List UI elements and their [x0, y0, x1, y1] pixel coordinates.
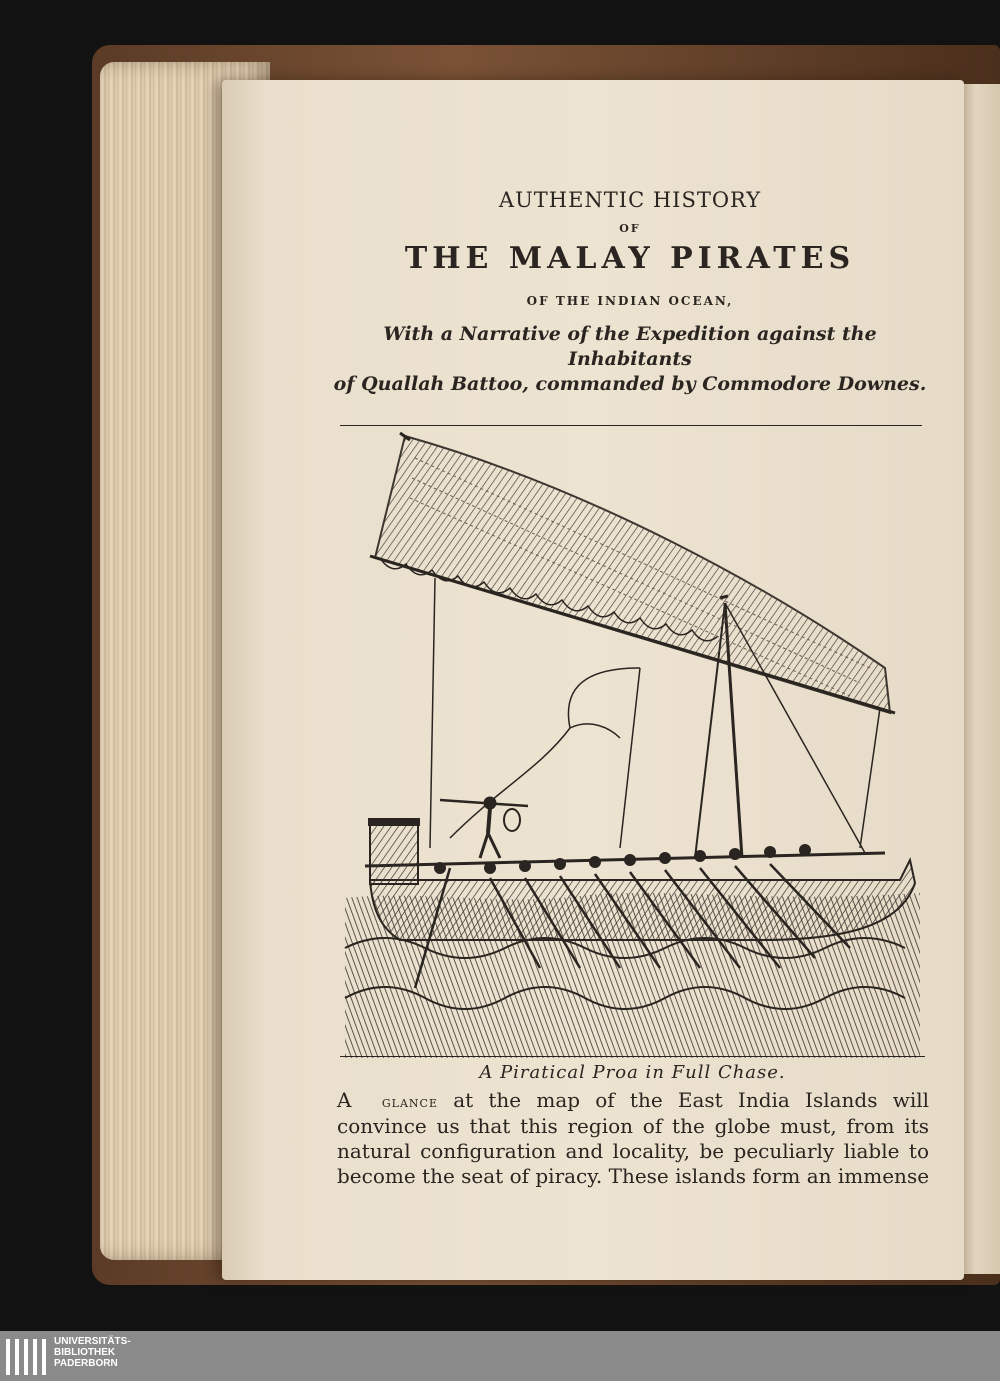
illustration-caption: A Piratical Proa in Full Chase. — [479, 1062, 786, 1083]
narrative-line-1: With a Narrative of the Expedition against the Inhabitants — [383, 323, 877, 370]
library-line-2: BIBLIOTHEK — [54, 1347, 116, 1358]
drop-letter: A — [337, 1088, 352, 1112]
library-name — [54, 1336, 131, 1369]
page-title: THE MALAY PIRATES — [404, 241, 856, 276]
body-line-2: convince us that this region of the globe must, from its — [337, 1114, 929, 1138]
library-line-3: PADERBORN — [54, 1358, 118, 1369]
of-word: OF — [619, 222, 641, 235]
body-paragraph — [337, 1088, 929, 1189]
top-rule — [340, 425, 922, 426]
body-line-1-rest: at the map of the East India Islands will — [453, 1088, 930, 1112]
body-line-3: natural configuration and locality, be peculiarly liable to — [337, 1139, 929, 1163]
body-line-1 — [337, 1088, 929, 1114]
subtitle: OF THE INDIAN OCEAN, — [526, 294, 734, 308]
heading: AUTHENTIC HISTORY — [498, 188, 762, 212]
narrative-line-2: of Quallah Battoo, commanded by Commodore Downes. — [333, 373, 927, 395]
title-block — [330, 188, 930, 397]
facing-page-edge — [960, 84, 1000, 1274]
proa-illustration — [340, 428, 925, 1060]
bottom-rule — [340, 1056, 925, 1057]
smallcaps-word: glance — [381, 1092, 438, 1111]
footer-bar — [0, 1331, 1000, 1381]
library-line-1: UNIVERSITÄTS- — [54, 1336, 131, 1347]
library-logo-icon — [6, 1335, 50, 1379]
body-line-4: become the seat of piracy. These islands form an immense — [337, 1164, 930, 1188]
